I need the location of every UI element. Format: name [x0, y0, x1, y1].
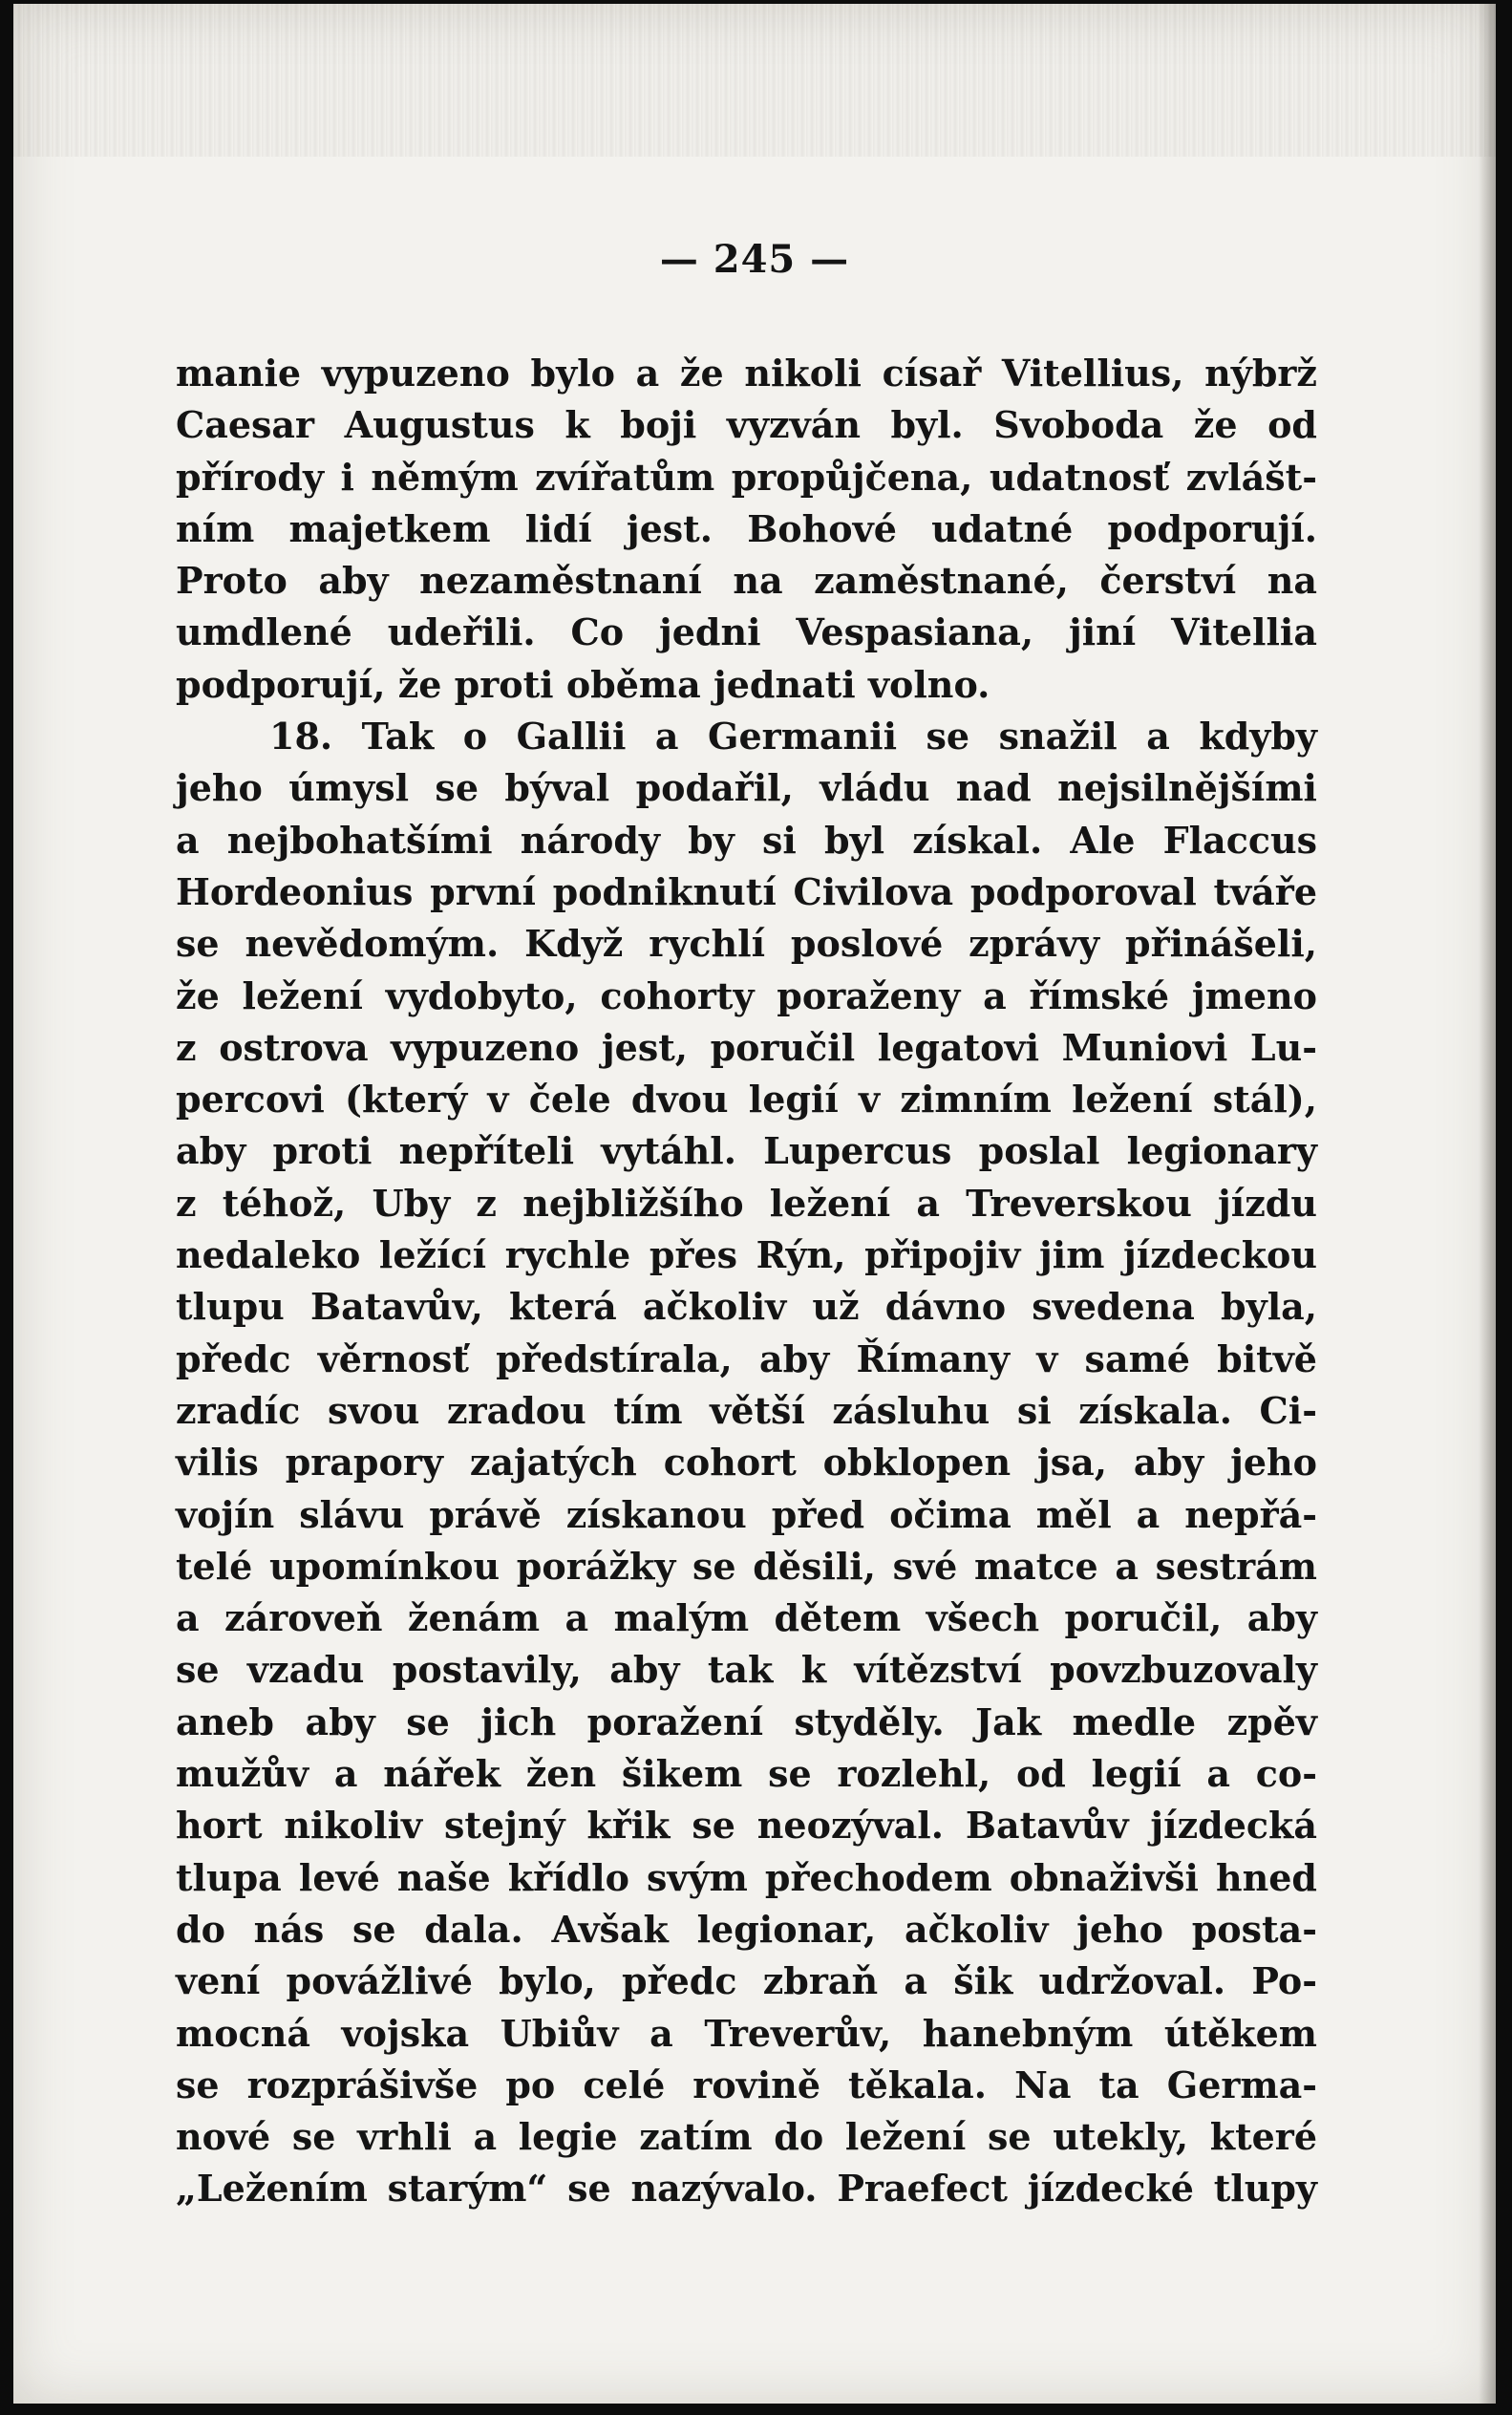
text-line: že ležení vydobyto, cohorty poraženy a římské jmeno [176, 973, 1317, 1017]
page-number: — 245 — [659, 237, 850, 282]
text-line: se rozprášivše po celé rovině těkala. Na ta Germa- [176, 2062, 1317, 2106]
text-line: nedaleko ležící rychle přes Rýn, připojiv jim jízdeckou [176, 1233, 1317, 1277]
text-line: telé upomínkou porážky se děsili, své matce a sestrám [176, 1544, 1317, 1588]
paragraph-start-line: 18. Tak o Gallii a Germanii se snažil a kdyby [269, 715, 1317, 759]
page-edge-shadow [1479, 4, 1496, 2404]
text-line: vojín slávu právě získanou před očima měl a nepřá- [176, 1492, 1317, 1536]
text-line: Caesar Augustus k boji vyzván byl. Svoboda že od [176, 403, 1317, 447]
text-line: tlupu Batavův, která ačkoliv už dávno svedena byla, [176, 1285, 1317, 1329]
text-line: z ostrova vypuzeno jest, poručil legatovi Muniovi Lu- [176, 1025, 1317, 1069]
paper-grain [13, 4, 1496, 157]
text-line: mužův a nářek žen šikem se rozlehl, od legií a co- [176, 1752, 1317, 1796]
text-line: hort nikoliv stejný křik se neozýval. Batavův jízdecká [176, 1804, 1317, 1848]
book-page [13, 4, 1496, 2404]
text-line: nové se vrhli a legie zatím do ležení se utekly, které [176, 2115, 1317, 2159]
text-line: vilis prapory zajatých cohort obklopen jsa, aby jeho [176, 1441, 1317, 1485]
text-line: tlupa levé naše křídlo svým přechodem obnaživši hned [176, 1855, 1317, 1899]
text-line: percovi (který v čele dvou legií v zimním ležení stál), [176, 1078, 1317, 1122]
body-text [176, 348, 1317, 2215]
text-line: aby proti nepříteli vytáhl. Lupercus poslal legionary [176, 1129, 1317, 1173]
text-line: jeho úmysl se býval podařil, vládu nad nejsilnějšími [176, 766, 1317, 810]
text-line: do nás se dala. Avšak legionar, ačkoliv jeho posta- [176, 1907, 1317, 1951]
text-line: a zároveň ženám a malým dětem všech poručil, aby [176, 1596, 1317, 1640]
text-line: se vzadu postavily, aby tak k vítězství povzbuzovaly [176, 1648, 1317, 1692]
text-line: Proto aby nezaměstnaní na zaměstnané, čerství na [176, 559, 1317, 603]
text-line: „Ležením starým“ se nazývalo. Praefect jízdecké tlupy [176, 2167, 1317, 2211]
text-line: předc věrnosť předstírala, aby Římany v samé bitvě [176, 1336, 1317, 1380]
text-line: podporují, že proti oběma jednati volno. [176, 662, 990, 706]
text-line: z téhož, Uby z nejbližšího ležení a Treverskou jízdu [176, 1181, 1317, 1225]
text-line: vení povážlivé bylo, předc zbraň a šik udržoval. Po- [176, 1959, 1317, 2003]
text-line: zradíc svou zradou tím větší zásluhu si získala. Ci- [176, 1388, 1317, 1432]
text-line: se nevědomým. Když rychlí poslové zprávy přinášeli, [176, 922, 1317, 966]
text-line: umdlené udeřili. Co jedni Vespasiana, jiní Vitellia [176, 610, 1317, 654]
text-line: Hordeonius první podniknutí Civilova podporoval tváře [176, 869, 1317, 913]
text-line: aneb aby se jich poražení styděly. Jak medle zpěv [176, 1699, 1317, 1743]
text-line: přírody i němým zvířatům propůjčena, udatnosť zvlášt- [176, 455, 1317, 499]
text-line: ním majetkem lidí jest. Bohové udatné podporují. [176, 506, 1317, 550]
text-line: mocná vojska Ubiův a Treverův, hanebným útěkem [176, 2011, 1317, 2055]
text-line: a nejbohatšími národy by si byl získal. Ale Flaccus [176, 818, 1317, 862]
text-line: manie vypuzeno bylo a že nikoli císař Vitellius, nýbrž [176, 352, 1317, 395]
